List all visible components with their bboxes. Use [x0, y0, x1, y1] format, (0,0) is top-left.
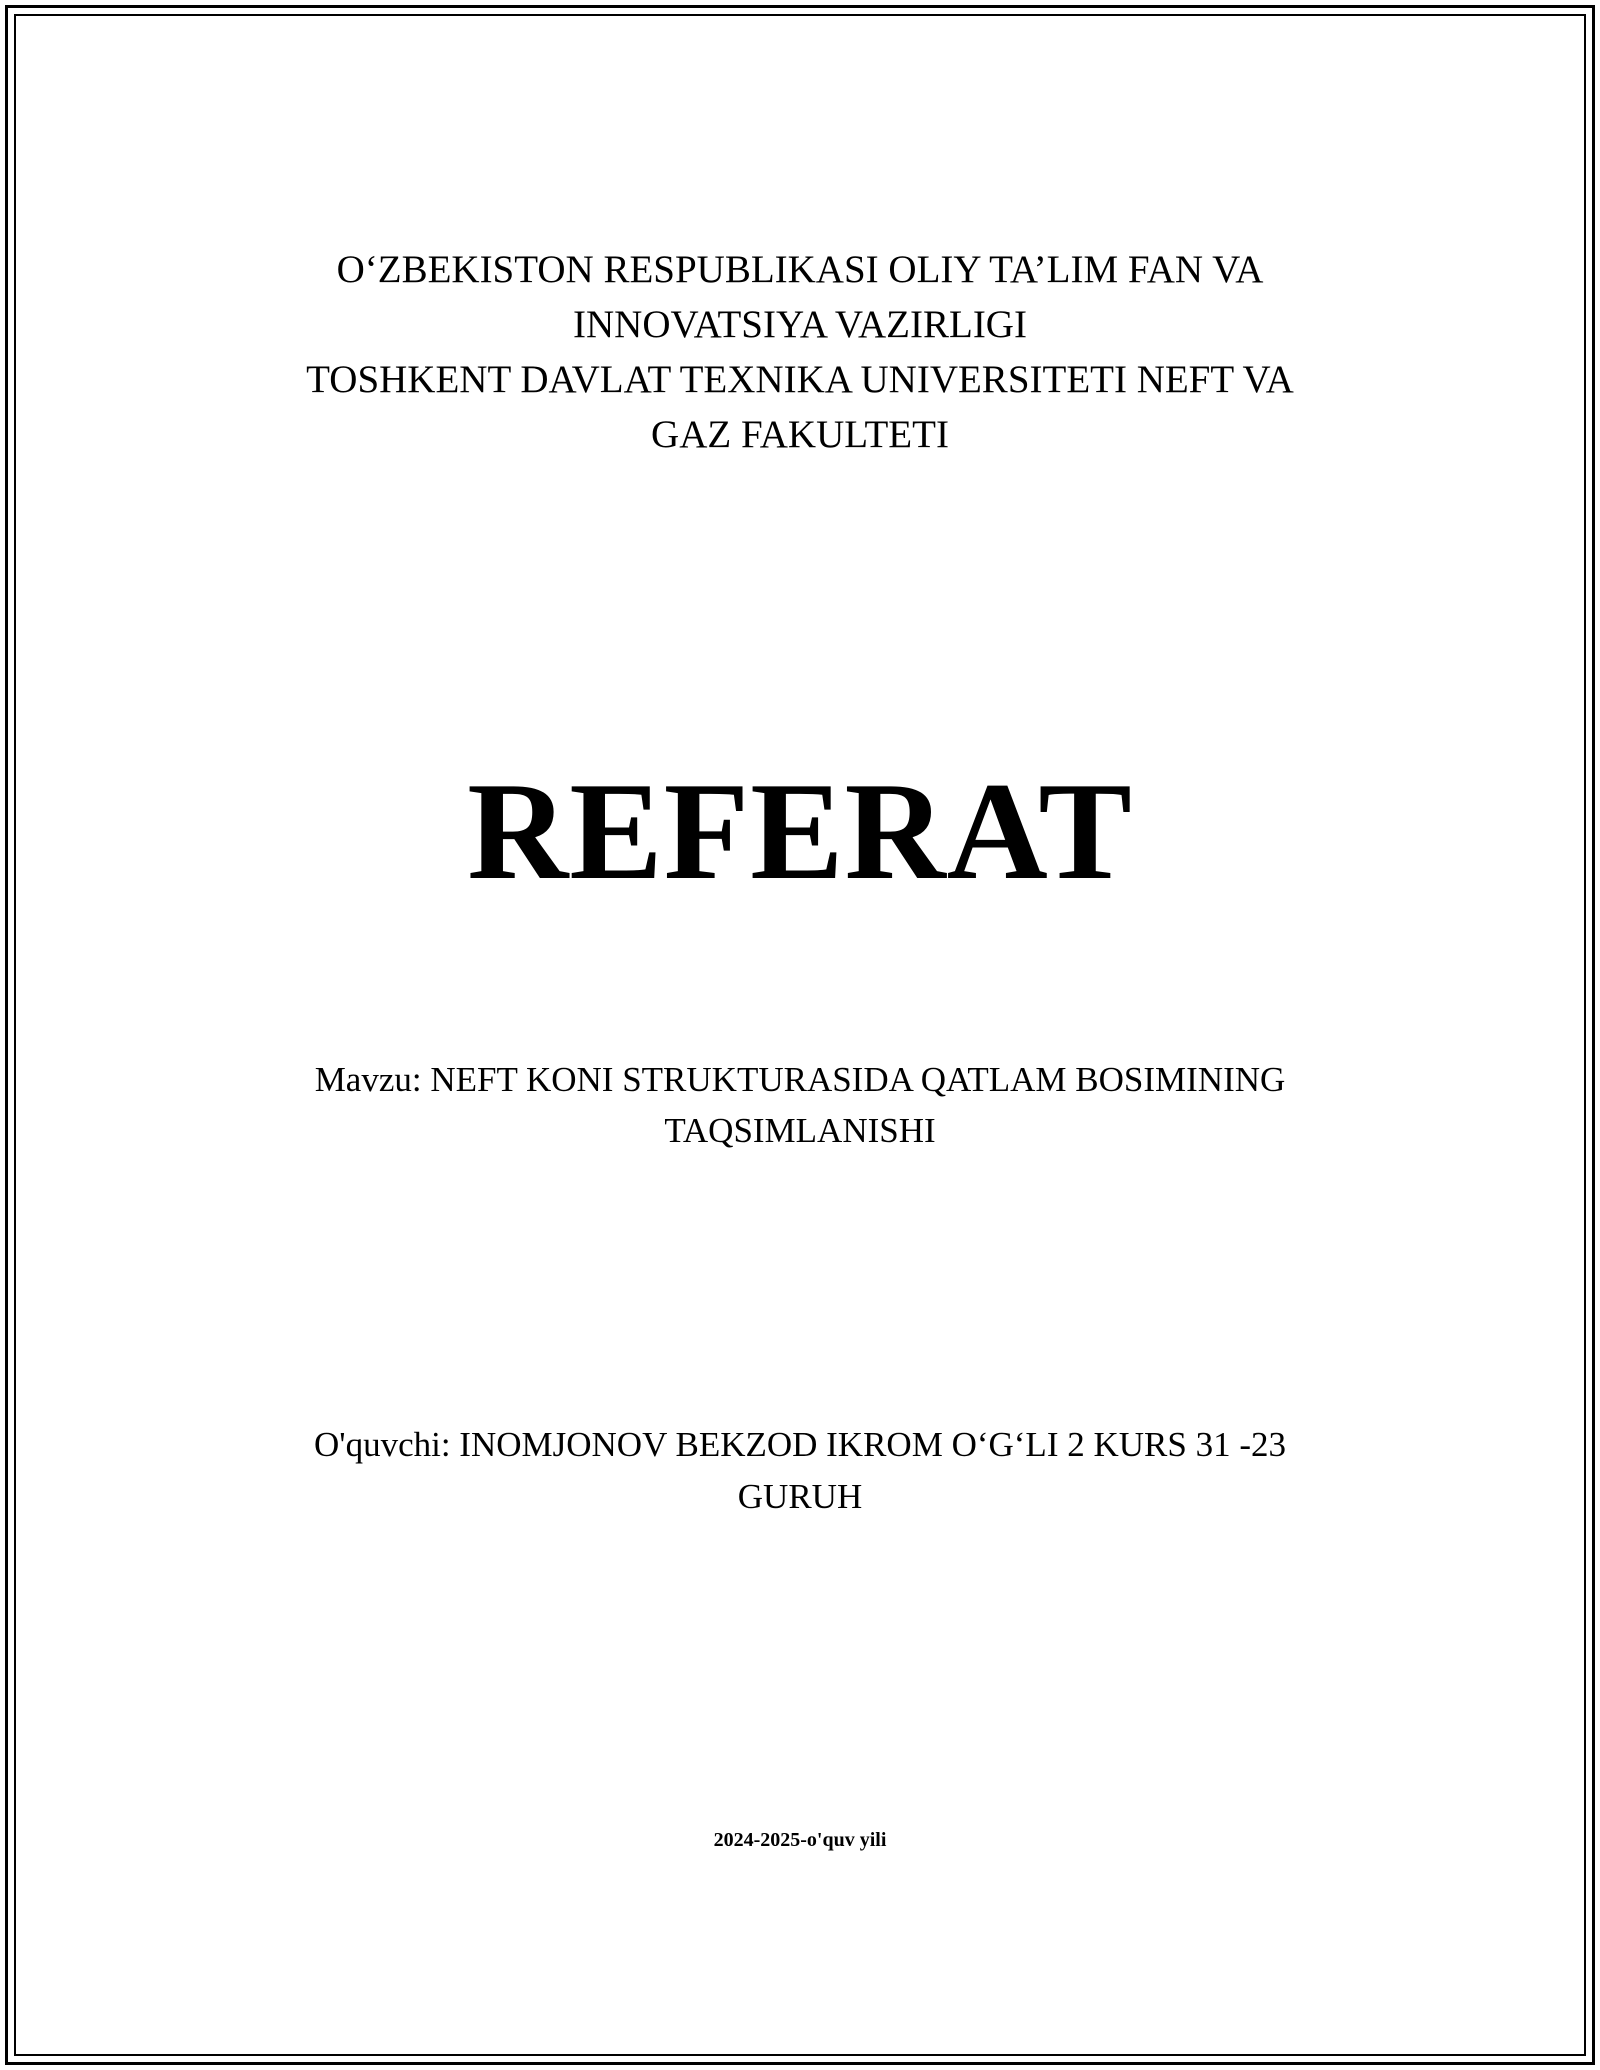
- topic-line-1: Mavzu: NEFT KONI STRUKTURASIDA QATLAM BOSIMINING: [314, 1060, 1286, 1099]
- student-line-1: O'quvchi: INOMJONOV BEKZOD IKROM O‘G‘LI 2 KURS 31 -23: [313, 1425, 1286, 1464]
- topic-block: [0, 1054, 1600, 1156]
- header-line-1: O‘ZBEKISTON RESPUBLIKASI OLIY TA’LIM FAN VA: [336, 248, 1264, 291]
- academic-year: 2024-2025-o'quv yili: [713, 1829, 887, 1851]
- student-line-2: GURUH: [737, 1477, 863, 1516]
- header-line-2: INNOVATSIYA VAZIRLIGI: [573, 303, 1027, 346]
- student-block: [0, 1419, 1600, 1523]
- topic-line-2: TAQSIMLANISHI: [664, 1111, 936, 1150]
- header-line-3: TOSHKENT DAVLAT TEXNIKA UNIVERSITETI NEFT VA: [306, 358, 1294, 401]
- institution-header: [0, 242, 1600, 462]
- document-title: REFERAT: [467, 754, 1133, 909]
- header-line-4: GAZ FAKULTETI: [651, 413, 949, 456]
